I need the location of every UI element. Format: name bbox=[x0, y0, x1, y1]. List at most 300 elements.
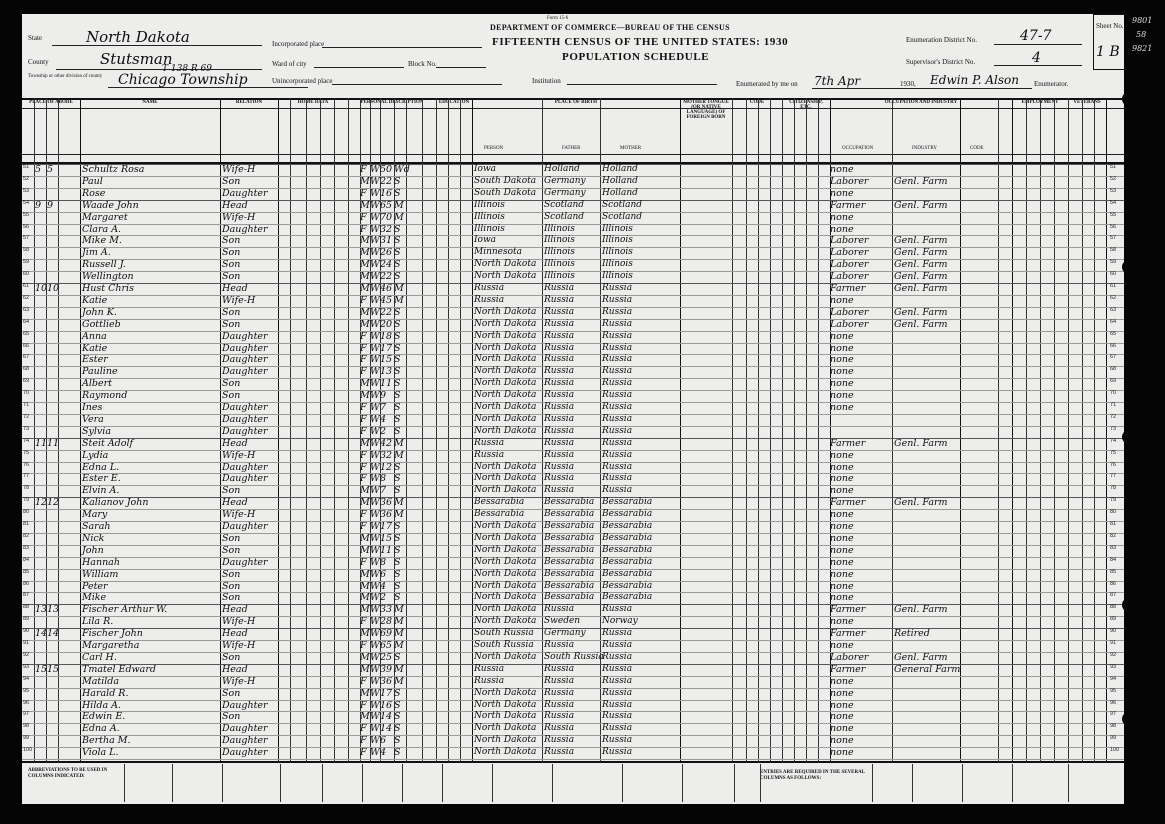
marital-status: S bbox=[394, 461, 401, 473]
punch-hole bbox=[8, 430, 22, 444]
census-sheet bbox=[22, 14, 1124, 804]
column-divider bbox=[436, 98, 437, 762]
age: 15 bbox=[380, 354, 393, 366]
sex: M bbox=[360, 568, 370, 580]
sex: F bbox=[360, 354, 367, 366]
birthplace-mother: Russia bbox=[602, 342, 633, 353]
sex: F bbox=[360, 294, 367, 306]
birthplace-person: North Dakota bbox=[474, 747, 537, 758]
row-number-right: 87 bbox=[1110, 592, 1117, 599]
age: 36 bbox=[380, 675, 393, 687]
person-name: Hannah bbox=[82, 556, 120, 568]
row-number: 85 bbox=[23, 568, 30, 575]
row-number: 93 bbox=[23, 663, 30, 670]
footer-divider bbox=[622, 764, 623, 802]
occupation: none bbox=[830, 521, 854, 532]
industry: Genl. Farm bbox=[894, 247, 948, 259]
sex: F bbox=[360, 449, 367, 461]
relation: Wife-H bbox=[222, 616, 256, 628]
punch-hole bbox=[1122, 712, 1136, 726]
row-number: 70 bbox=[23, 390, 30, 397]
occupation: Farmer bbox=[830, 283, 866, 294]
relation: Head bbox=[222, 604, 248, 616]
occupation: none bbox=[830, 640, 854, 651]
marital-status: M bbox=[394, 283, 404, 294]
department-heading: DEPARTMENT OF COMMERCE—BUREAU OF THE CENSUS bbox=[490, 23, 730, 32]
birthplace-mother: Russia bbox=[602, 402, 633, 412]
row-number: 91 bbox=[23, 640, 30, 646]
row-number-right: 55 bbox=[1110, 211, 1117, 218]
sex: F bbox=[360, 402, 367, 413]
row-number: 71 bbox=[23, 402, 30, 408]
row-number-right: 72 bbox=[1110, 413, 1117, 420]
occupation: none bbox=[830, 544, 854, 556]
person-name: John K. bbox=[82, 306, 117, 318]
occupation: none bbox=[830, 711, 854, 723]
age: 24 bbox=[380, 259, 393, 271]
birthplace-person: Minnesota bbox=[474, 247, 523, 258]
form-number: Form 15-6 bbox=[547, 16, 569, 21]
industry: Genl. Farm bbox=[894, 283, 948, 294]
sex: M bbox=[360, 663, 370, 675]
birthplace-mother: Bessarabia bbox=[602, 532, 653, 543]
birthplace-person: Illinois bbox=[474, 223, 505, 234]
age: 70 bbox=[380, 211, 393, 223]
marital-status: S bbox=[394, 342, 401, 354]
birthplace-father: Russia bbox=[544, 747, 575, 758]
age: 20 bbox=[380, 318, 393, 330]
birthplace-person: North Dakota bbox=[474, 271, 537, 282]
sex: M bbox=[360, 497, 370, 509]
row-number: 63 bbox=[23, 306, 30, 313]
occupation: Farmer bbox=[830, 604, 866, 616]
marital-status: S bbox=[394, 735, 401, 747]
birthplace-father: Russia bbox=[544, 306, 575, 317]
age: 7 bbox=[380, 485, 387, 497]
column-subhead-industry: INDUSTRY bbox=[912, 146, 938, 151]
sex: F bbox=[360, 723, 367, 735]
race: W bbox=[370, 402, 380, 413]
occupation: none bbox=[830, 723, 854, 735]
footer-divider bbox=[442, 764, 443, 802]
birthplace-father: Bessarabia bbox=[544, 568, 595, 579]
age: 14 bbox=[380, 711, 393, 723]
row-number-right: 95 bbox=[1110, 687, 1117, 694]
dwelling-number: 15 bbox=[35, 663, 48, 675]
enumerator-name: Edwin P. Alson bbox=[930, 73, 1019, 87]
age: 8 bbox=[380, 473, 387, 485]
person-name: Viola L. bbox=[82, 747, 119, 759]
row-number-right: 51 bbox=[1110, 164, 1117, 170]
race: W bbox=[370, 247, 380, 259]
relation: Head bbox=[222, 283, 248, 294]
birthplace-person: North Dakota bbox=[474, 306, 537, 317]
race: W bbox=[370, 461, 380, 473]
occupation: Farmer bbox=[830, 497, 866, 509]
birthplace-father: Russia bbox=[544, 354, 575, 365]
birthplace-mother: Bessarabia bbox=[602, 568, 653, 579]
dwelling-number: 13 bbox=[35, 604, 48, 616]
birthplace-mother: Bessarabia bbox=[602, 544, 653, 555]
occupation: Farmer bbox=[830, 199, 866, 211]
person-name: Wellington bbox=[82, 271, 134, 283]
row-number-right: 56 bbox=[1110, 223, 1117, 230]
birthplace-person: Russia bbox=[474, 437, 505, 448]
age: 6 bbox=[380, 735, 387, 747]
footer-divider bbox=[222, 764, 223, 802]
birthplace-person: North Dakota bbox=[474, 699, 537, 710]
birthplace-mother: Bessarabia bbox=[602, 497, 653, 508]
sex: M bbox=[360, 687, 370, 699]
race: W bbox=[370, 675, 380, 687]
state-value: North Dakota bbox=[86, 28, 190, 46]
birthplace-father: Russia bbox=[544, 640, 575, 650]
sex: M bbox=[360, 235, 370, 247]
race: W bbox=[370, 568, 380, 580]
age: 9 bbox=[380, 390, 387, 402]
occupation: none bbox=[830, 211, 854, 223]
family-number: 15 bbox=[47, 663, 60, 675]
age: 4 bbox=[380, 580, 387, 592]
column-group-0: PLACE OF ABODE bbox=[29, 100, 73, 105]
birthplace-mother: Bessarabia bbox=[602, 592, 653, 603]
birthplace-mother: Russia bbox=[602, 640, 633, 650]
relation: Daughter bbox=[222, 366, 268, 378]
occupation: none bbox=[830, 485, 854, 497]
row-number: 77 bbox=[23, 473, 30, 480]
birthplace-mother: Scotland bbox=[602, 199, 643, 210]
row-number-right: 53 bbox=[1110, 187, 1117, 194]
occupation: none bbox=[830, 330, 854, 342]
incorporated-label: Incorporated place bbox=[272, 40, 325, 48]
birthplace-person: North Dakota bbox=[474, 461, 537, 472]
row-number: 55 bbox=[23, 211, 30, 218]
race: W bbox=[370, 330, 380, 342]
column-subhead-mother: MOTHER bbox=[620, 146, 642, 151]
row-number: 90 bbox=[23, 628, 30, 635]
age: 36 bbox=[380, 509, 393, 521]
row-number-right: 83 bbox=[1110, 544, 1117, 551]
birthplace-mother: Russia bbox=[602, 711, 633, 722]
row-number: 60 bbox=[23, 271, 30, 278]
birthplace-person: North Dakota bbox=[474, 330, 537, 341]
row-number-right: 61 bbox=[1110, 283, 1117, 289]
footer-divider bbox=[734, 764, 735, 802]
relation: Daughter bbox=[222, 425, 268, 437]
birthplace-mother: Russia bbox=[602, 461, 633, 472]
column-group-1: NAME bbox=[142, 100, 158, 105]
row-number-right: 63 bbox=[1110, 306, 1117, 313]
sex: M bbox=[360, 283, 370, 294]
family-number: 5 bbox=[47, 164, 54, 175]
relation: Daughter bbox=[222, 413, 268, 425]
ward-label: Ward of city bbox=[272, 60, 307, 68]
row-number: 87 bbox=[23, 592, 30, 599]
birthplace-mother: Russia bbox=[602, 473, 633, 484]
race: W bbox=[370, 187, 380, 199]
race: W bbox=[370, 651, 380, 663]
birthplace-mother: Russia bbox=[602, 437, 633, 448]
dwelling-number: 9 bbox=[35, 199, 42, 211]
row-number: 61 bbox=[23, 283, 30, 289]
sex: M bbox=[360, 259, 370, 271]
marital-status: S bbox=[394, 175, 401, 187]
person-name: Peter bbox=[82, 580, 108, 592]
birthplace-mother: Russia bbox=[602, 294, 633, 305]
birthplace-father: Russia bbox=[544, 687, 575, 698]
row-number-right: 78 bbox=[1110, 485, 1117, 492]
marital-status: S bbox=[394, 223, 401, 235]
birthplace-mother: Illinois bbox=[602, 247, 633, 258]
age: 32 bbox=[380, 223, 393, 235]
race: W bbox=[370, 473, 380, 485]
birthplace-person: North Dakota bbox=[474, 687, 537, 698]
birthplace-person: North Dakota bbox=[474, 735, 537, 746]
person-name: Matilda bbox=[82, 675, 120, 687]
row-number: 95 bbox=[23, 687, 30, 694]
sex: F bbox=[360, 640, 367, 651]
row-number: 82 bbox=[23, 532, 30, 539]
industry: Genl. Farm bbox=[894, 271, 948, 283]
birthplace-father: Illinois bbox=[544, 235, 575, 246]
column-group-4: PERSONAL DESCRIPTION bbox=[360, 100, 424, 105]
age: 18 bbox=[380, 330, 393, 342]
enumerator-label: Enumerator. bbox=[1034, 80, 1069, 88]
supervisor-district-label: Supervisor's District No. bbox=[906, 58, 976, 66]
family-number: 13 bbox=[47, 604, 60, 616]
race: W bbox=[370, 723, 380, 735]
marital-status: M bbox=[394, 509, 404, 521]
row-number-right: 69 bbox=[1110, 378, 1117, 385]
birthplace-father: Russia bbox=[544, 425, 575, 436]
occupation: none bbox=[830, 449, 854, 461]
person-name: Anna bbox=[82, 330, 107, 342]
birthplace-mother: Holland bbox=[602, 187, 638, 198]
marital-status: S bbox=[394, 354, 401, 366]
column-divider bbox=[794, 98, 795, 762]
relation: Son bbox=[222, 390, 241, 402]
sex: M bbox=[360, 437, 370, 449]
race: W bbox=[370, 283, 380, 294]
sex: F bbox=[360, 616, 367, 628]
occupation: none bbox=[830, 509, 854, 521]
relation: Son bbox=[222, 711, 241, 723]
row-number-right: 81 bbox=[1110, 521, 1117, 527]
block-label: Block No. bbox=[408, 60, 437, 68]
race: W bbox=[370, 711, 380, 723]
birthplace-mother: Russia bbox=[602, 283, 633, 293]
row-number: 53 bbox=[23, 187, 30, 194]
sex: F bbox=[360, 556, 367, 568]
column-group-11: EMPLOYMENT bbox=[1021, 100, 1059, 105]
sex: F bbox=[360, 425, 367, 437]
occupation: Laborer bbox=[830, 175, 869, 187]
age: 22 bbox=[380, 306, 393, 318]
person-name: Rose bbox=[82, 187, 106, 199]
column-divider bbox=[348, 98, 349, 762]
industry: Genl. Farm bbox=[894, 306, 948, 318]
row-number-right: 90 bbox=[1110, 628, 1117, 635]
birthplace-father: Bessarabia bbox=[544, 580, 595, 591]
row-number: 68 bbox=[23, 366, 30, 373]
column-subhead-father: FATHER bbox=[562, 146, 581, 151]
row-number-right: 73 bbox=[1110, 425, 1117, 432]
row-number: 89 bbox=[23, 616, 30, 623]
column-divider bbox=[220, 98, 221, 762]
occupation: none bbox=[830, 187, 854, 199]
person-name: Ines bbox=[82, 402, 103, 413]
sex: M bbox=[360, 175, 370, 187]
birthplace-mother: Russia bbox=[602, 425, 633, 436]
birthplace-person: Illinois bbox=[474, 199, 505, 210]
age: 33 bbox=[380, 604, 393, 616]
race: W bbox=[370, 580, 380, 592]
marital-status: S bbox=[394, 390, 401, 402]
age: 36 bbox=[380, 497, 393, 509]
schedule-title: POPULATION SCHEDULE bbox=[562, 51, 710, 63]
birthplace-mother: Russia bbox=[602, 747, 633, 758]
age: 4 bbox=[380, 747, 387, 759]
column-divider bbox=[472, 98, 473, 762]
relation: Son bbox=[222, 485, 241, 497]
row-number-right: 76 bbox=[1110, 461, 1117, 468]
birthplace-person: North Dakota bbox=[474, 354, 537, 365]
birthplace-mother: Illinois bbox=[602, 271, 633, 282]
row-number: 94 bbox=[23, 675, 30, 682]
marital-status: M bbox=[394, 294, 404, 306]
relation: Son bbox=[222, 378, 241, 390]
birthplace-person: South Dakota bbox=[474, 187, 537, 198]
birthplace-mother: Bessarabia bbox=[602, 580, 653, 591]
person-name: Pauline bbox=[82, 366, 118, 378]
person-name: Albert bbox=[82, 378, 112, 390]
row-number-right: 57 bbox=[1110, 235, 1117, 242]
birthplace-father: Bessarabia bbox=[544, 556, 595, 567]
footer-divider bbox=[1068, 764, 1069, 802]
occupation: none bbox=[830, 580, 854, 592]
birthplace-person: Bessarabia bbox=[474, 497, 525, 508]
industry: Genl. Farm bbox=[894, 318, 948, 330]
column-divider bbox=[58, 98, 59, 762]
birthplace-father: Russia bbox=[544, 461, 575, 472]
birthplace-person: Russia bbox=[474, 294, 505, 305]
corner-mark-2: 58 bbox=[1136, 30, 1147, 39]
sex: M bbox=[360, 580, 370, 592]
age: 15 bbox=[380, 532, 393, 544]
age: 22 bbox=[380, 271, 393, 283]
sex: F bbox=[360, 413, 367, 425]
row-number-right: 96 bbox=[1110, 699, 1117, 706]
township-note: T 138 R 69 bbox=[162, 64, 212, 74]
county-value: Stutsman bbox=[100, 50, 173, 68]
birthplace-father: Russia bbox=[544, 330, 575, 341]
marital-status: S bbox=[394, 592, 401, 604]
birthplace-mother: Russia bbox=[602, 699, 633, 710]
row-number: 98 bbox=[23, 723, 30, 730]
birthplace-father: Scotland bbox=[544, 211, 585, 222]
person-name: Fischer Arthur W. bbox=[82, 604, 168, 616]
birthplace-father: Russia bbox=[544, 699, 575, 710]
birthplace-father: Bessarabia bbox=[544, 497, 595, 508]
sex: M bbox=[360, 604, 370, 616]
footer-divider bbox=[682, 764, 683, 802]
person-name: Steit Adolf bbox=[82, 437, 134, 449]
column-divider bbox=[80, 98, 81, 762]
person-name: Carl H. bbox=[82, 651, 117, 663]
row-number-right: 70 bbox=[1110, 390, 1117, 397]
birthplace-father: Russia bbox=[544, 283, 575, 293]
race: W bbox=[370, 366, 380, 378]
person-name: Katie bbox=[82, 294, 108, 306]
sex: M bbox=[360, 318, 370, 330]
occupation: none bbox=[830, 164, 854, 175]
age: 16 bbox=[380, 187, 393, 199]
industry: Genl. Farm bbox=[894, 175, 948, 187]
marital-status: S bbox=[394, 747, 401, 759]
age: 46 bbox=[380, 283, 393, 294]
row-number-right: 92 bbox=[1110, 651, 1117, 658]
row-number-right: 62 bbox=[1110, 294, 1117, 301]
birthplace-father: Illinois bbox=[544, 259, 575, 270]
birthplace-person: North Dakota bbox=[474, 616, 537, 627]
race: W bbox=[370, 211, 380, 223]
birthplace-mother: Russia bbox=[602, 366, 633, 377]
punch-hole bbox=[8, 712, 22, 726]
relation: Son bbox=[222, 568, 241, 580]
birthplace-father: Russia bbox=[544, 735, 575, 746]
relation: Daughter bbox=[222, 723, 268, 735]
row-number: 69 bbox=[23, 378, 30, 385]
marital-status: S bbox=[394, 651, 401, 663]
birthplace-mother: Russia bbox=[602, 378, 633, 389]
marital-status: S bbox=[394, 568, 401, 580]
column-divider bbox=[818, 98, 819, 762]
age: 39 bbox=[380, 663, 393, 675]
race: W bbox=[370, 271, 380, 283]
row-number-right: 59 bbox=[1110, 259, 1117, 266]
footer-divider bbox=[912, 764, 913, 802]
marital-status: S bbox=[394, 544, 401, 556]
row-number: 74 bbox=[23, 437, 30, 444]
footer-divider bbox=[280, 764, 281, 802]
marital-status: S bbox=[394, 402, 401, 413]
age: 12 bbox=[380, 461, 393, 473]
column-divider bbox=[306, 98, 307, 762]
sex: M bbox=[360, 711, 370, 723]
birthplace-father: Illinois bbox=[544, 271, 575, 282]
relation: Wife-H bbox=[222, 211, 256, 223]
relation: Son bbox=[222, 580, 241, 592]
occupation: none bbox=[830, 735, 854, 747]
marital-status: M bbox=[394, 628, 404, 640]
birthplace-father: Russia bbox=[544, 449, 575, 460]
abbreviations-note: ABBREVIATIONS TO BE USED IN COLUMNS INDICATED: bbox=[28, 768, 108, 779]
sex: M bbox=[360, 485, 370, 497]
dwelling-number: 10 bbox=[35, 283, 48, 294]
relation: Head bbox=[222, 437, 248, 449]
marital-status: S bbox=[394, 723, 401, 735]
birthplace-mother: Russia bbox=[602, 354, 633, 365]
column-divider bbox=[1026, 98, 1027, 762]
sex: M bbox=[360, 378, 370, 390]
relation: Son bbox=[222, 306, 241, 318]
birthplace-person: North Dakota bbox=[474, 318, 537, 329]
occupation: Farmer bbox=[830, 628, 866, 640]
birthplace-father: Bessarabia bbox=[544, 509, 595, 520]
column-divider bbox=[1054, 98, 1055, 762]
relation: Son bbox=[222, 544, 241, 556]
sheet-label: Sheet No. bbox=[1096, 22, 1124, 30]
